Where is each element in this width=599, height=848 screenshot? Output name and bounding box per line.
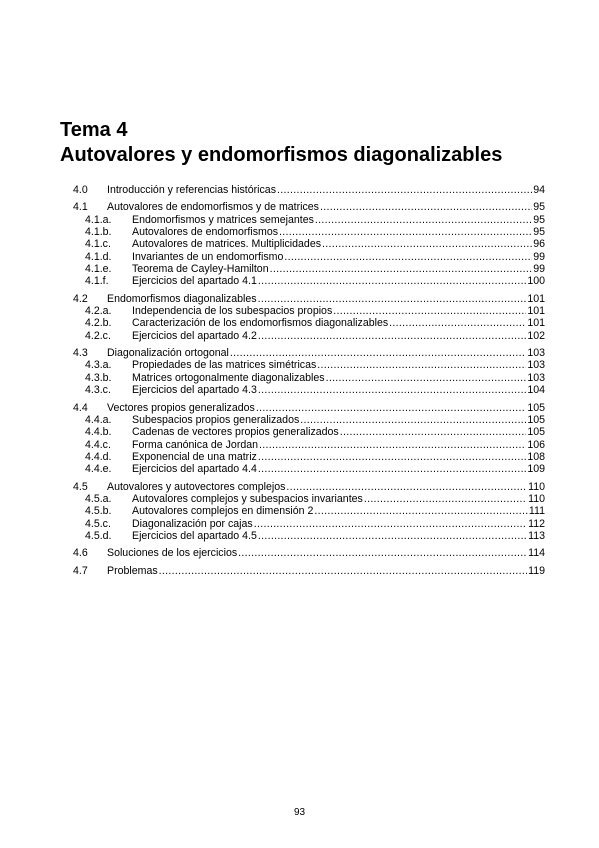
entry-title: Ejercicios del apartado 4.5 [132,529,257,542]
entry-title: Invariantes de un endomorfismo [132,250,284,263]
dot-leader [284,251,532,263]
dot-leader [258,451,526,463]
chapter-heading [60,118,502,168]
entry-page: 103 [527,359,545,372]
dot-leader [254,518,527,530]
entry-title: Endomorfismos y matrices semejantes [132,213,314,226]
dot-leader [258,530,527,542]
entry-page: 101 [527,317,545,330]
entry-title: Ejercicios del apartado 4.4 [132,463,257,476]
dot-leader [279,226,532,238]
toc-subsection-row[interactable] [73,330,545,342]
entry-title: Vectores propios generalizados [107,401,255,414]
entry-page: 111 [528,505,545,518]
entry-page: 114 [528,547,545,560]
toc-subsection-row[interactable] [73,414,545,426]
toc-subsection-row[interactable] [73,359,545,371]
entry-page: 112 [528,517,545,530]
entry-number: 4.4.e. [85,463,112,476]
dot-leader [258,293,527,305]
entry-number: 4.5.b. [85,505,112,518]
toc-subsection-row[interactable] [73,530,545,542]
entry-page: 99 [533,263,545,276]
entry-number: 4.4.b. [85,426,112,439]
entry-page: 95 [533,226,545,239]
toc-section-row[interactable] [73,293,545,305]
entry-page: 106 [527,438,545,451]
chapter-title: Autovalores y endomorfismos diagonalizables [60,144,503,166]
entry-number: 4.4.a. [85,413,112,426]
entry-page: 101 [527,305,545,318]
dot-leader [364,493,527,505]
entry-number: 4.1 [73,201,88,214]
entry-number: 4.7 [73,564,88,577]
chapter-number: Tema 4 [60,119,128,141]
entry-number: 4.3 [73,347,88,360]
entry-number: 4.3.a. [85,359,112,372]
entry-page: 119 [528,564,545,577]
dot-leader [300,414,526,426]
entry-number: 4.5.d. [85,529,112,542]
toc-section-row[interactable] [73,547,545,559]
entry-title: Forma canónica de Jordan [132,438,259,451]
toc-subsection-row[interactable] [73,226,545,238]
entry-page: 103 [527,371,545,384]
dot-leader [320,201,532,213]
entry-number: 4.4.d. [85,450,112,463]
dot-leader [315,214,532,226]
entry-number: 4.4 [73,401,88,414]
entry-title: Exponencial de una matriz [132,450,257,463]
entry-title: Introducción y referencias históricas [107,184,276,196]
entry-title: Autovalores complejos en dimensión 2 [132,505,314,518]
toc-subsection-row[interactable] [73,384,545,396]
entry-title: Matrices ortogonalmente diagonalizables [132,371,325,384]
dot-leader [389,317,526,329]
dot-leader [270,263,533,275]
entry-number: 4.1.d. [85,250,112,263]
entry-page: 105 [527,401,545,414]
entry-title: Autovalores de endomorfismos [132,226,279,239]
toc-subsection-row[interactable] [73,317,545,329]
toc-subsection-row[interactable] [73,305,545,317]
entry-title: Ejercicios del apartado 4.2 [132,329,257,342]
entry-number: 4.1.f. [85,275,109,288]
dot-leader [277,184,532,196]
entry-number: 4.6 [73,547,88,560]
entry-number: 4.2.a. [85,305,112,318]
toc-section-row[interactable] [73,347,545,359]
dot-leader [340,426,527,438]
entry-page: 105 [527,426,545,439]
entry-title: Teorema de Cayley-Hamilton [132,263,269,276]
entry-page: 110 [528,480,545,493]
entry-title: Autovalores complejos y subespacios invariantes [132,492,363,505]
toc-subsection-row[interactable] [73,439,545,451]
entry-page: 95 [533,201,545,214]
entry-number: 4.3.c. [85,384,111,397]
dot-leader [317,359,526,371]
toc-section-row[interactable] [73,565,545,577]
entry-number: 4.1.e. [85,263,112,276]
toc-subsection-row[interactable] [73,463,545,475]
entry-title: Caracterización de los endomorfismos diagonalizables [132,317,389,330]
entry-title: Diagonalización ortogonal [107,347,229,360]
entry-title: Independencia de los subespacios propios [132,305,333,318]
dot-leader [326,372,527,384]
entry-number: 4.0 [73,184,88,196]
toc-subsection-row[interactable] [73,493,545,505]
entry-page: 108 [527,450,545,463]
entry-title: Propiedades de las matrices simétricas [132,359,317,372]
entry-number: 4.1.b. [85,226,112,239]
entry-title: Cadenas de vectores propios generalizados [132,426,339,439]
dot-leader [258,463,526,475]
entry-page: 99 [533,250,545,263]
dot-leader [286,481,527,493]
entry-title: Ejercicios del apartado 4.1 [132,275,257,288]
entry-title: Subespacios propios generalizados [132,413,300,426]
entry-number: 4.1.a. [85,213,112,226]
entry-number: 4.1.c. [85,238,111,251]
entry-title: Diagonalización por cajas [132,517,253,530]
entry-number: 4.4.c. [85,438,111,451]
entry-number: 4.5 [73,480,88,493]
toc-section-row[interactable] [73,481,545,493]
toc-subsection-row[interactable] [73,251,545,263]
entry-page: 100 [527,275,545,288]
entry-title: Problemas [107,564,158,577]
entry-number: 4.2.c. [85,329,111,342]
toc-subsection-row[interactable] [73,426,545,438]
dot-leader [159,565,527,577]
entry-title: Endomorfismos diagonalizables [107,292,257,305]
toc-subsection-row[interactable] [73,372,545,384]
toc-section-row[interactable] [73,184,545,196]
entry-page: 101 [527,292,545,305]
entry-page: 113 [528,529,545,542]
entry-page: 104 [527,384,545,397]
dot-leader [314,505,528,517]
entry-title: Autovalores de matrices. Multiplicidades [132,238,322,251]
toc-subsection-row[interactable] [73,518,545,530]
entry-page: 95 [533,213,545,226]
entry-number: 4.3.b. [85,371,112,384]
entry-page: 109 [527,463,545,476]
toc-section-row[interactable] [73,201,545,213]
entry-page: 105 [527,413,545,426]
dot-leader [256,402,526,414]
entry-page: 110 [528,492,545,505]
toc-subsection-row[interactable] [73,214,545,226]
toc-subsection-row[interactable] [73,451,545,463]
entry-number: 4.5.c. [85,517,111,530]
entry-title: Autovalores y autovectores complejos [107,480,286,493]
toc-section-row[interactable] [73,402,545,414]
dot-leader [258,275,526,287]
entry-title: Autovalores de endomorfismos y de matrices [107,201,319,214]
entry-page: 96 [533,238,545,251]
toc-subsection-row[interactable] [73,263,545,275]
dot-leader [258,330,526,342]
entry-page: 94 [533,184,545,196]
entry-title: Soluciones de los ejercicios [107,547,238,560]
entry-page: 102 [527,329,545,342]
toc-subsection-row[interactable] [73,505,545,517]
dot-leader [322,238,532,250]
dot-leader [238,547,527,559]
dot-leader [230,347,526,359]
entry-page: 103 [527,347,545,360]
entry-number: 4.2 [73,292,88,305]
dot-leader [259,439,526,451]
entry-number: 4.5.a. [85,492,112,505]
toc-subsection-row[interactable] [73,238,545,250]
toc-subsection-row[interactable] [73,275,545,287]
entry-number: 4.2.b. [85,317,112,330]
dot-leader [258,384,526,396]
dot-leader [333,305,526,317]
table-of-contents [73,184,545,577]
entry-title: Ejercicios del apartado 4.3 [132,384,257,397]
page-number: 93 [293,807,306,818]
